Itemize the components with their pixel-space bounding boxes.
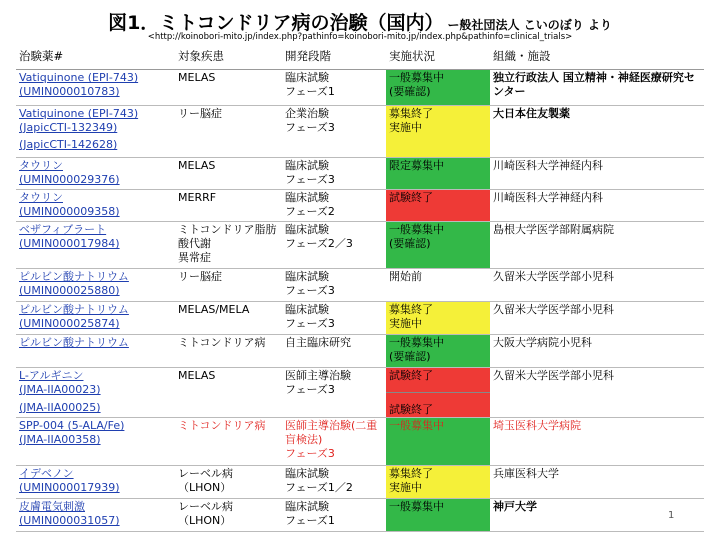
org-cell: 川崎医科大学神経内科 [490, 190, 704, 222]
org-cell: 大阪大学病院小児科 [490, 335, 704, 368]
table-row [16, 368, 704, 393]
drug-link[interactable]: ピルビン酸ナトリウム [19, 336, 129, 349]
org-cell: 久留米大学医学部小児科 [490, 269, 704, 302]
trial-id-link[interactable]: (UMIN000031057) [19, 514, 120, 527]
stage-cell: 医師主導治験(二重盲検法) フェーズ3 [282, 418, 386, 466]
drug-cell [16, 302, 175, 335]
table-row [16, 466, 704, 499]
stage-cell: 臨床試験 フェーズ2／3 [282, 222, 386, 269]
title-source: ー般社団法人 こいのぼり より [447, 18, 612, 32]
stage-cell: 医師主導治験 フェーズ3 [282, 368, 386, 418]
drug-cell [16, 499, 175, 532]
status-cell: 募集終了 実施中 [386, 302, 490, 335]
disease-cell: MELAS [175, 368, 282, 418]
disease-cell: MERRF [175, 190, 282, 222]
disease-cell: MELAS [175, 158, 282, 190]
status-cell: 試験終了 [386, 190, 490, 222]
trial-id-link[interactable]: (JapicCTI-142628) [19, 138, 118, 151]
stage-cell: 臨床試験 フェーズ1 [282, 70, 386, 106]
trial-id-link[interactable]: (UMIN000025874) [19, 317, 120, 330]
disease-cell: ミトコンドリア脂肪酸代謝 異常症 [175, 222, 282, 269]
drug-cell [16, 418, 175, 466]
status-cell: 限定募集中 [386, 158, 490, 190]
drug-link[interactable]: L-アルギニン [19, 369, 84, 382]
status-cell: 募集終了 実施中 [386, 466, 490, 499]
drug-link[interactable]: SPP-004 (5-ALA/Fe) [19, 419, 125, 432]
status-cell: 一般募集中 [386, 499, 490, 532]
org-cell: 兵庫医科大学 [490, 466, 704, 499]
table-row [16, 499, 704, 532]
stage-cell: 企業治験 フェーズ3 [282, 106, 386, 158]
disease-cell: ミトコンドリア病 [175, 418, 282, 466]
disease-cell: リー脳症 [175, 106, 282, 158]
table-header-row [16, 47, 704, 70]
drug-link[interactable]: タウリン [19, 191, 63, 204]
page-number: 1 [668, 510, 675, 521]
stage-cell: 臨床試験 フェーズ1／2 [282, 466, 386, 499]
disease-cell: MELAS [175, 70, 282, 106]
status-cell: 一般募集中 [386, 418, 490, 466]
drug-link[interactable]: Vatiquinone (EPI-743) [19, 71, 139, 84]
trial-id-link[interactable]: (UMIN000029376) [19, 173, 120, 186]
disease-cell: レーベル病 （LHON） [175, 466, 282, 499]
status-cell: 一般募集中 (要確認) [386, 70, 490, 106]
drug-cell [16, 190, 175, 222]
drug-cell [16, 368, 175, 418]
title-main: 図1．ミトコンドリア病の治験（国内） [108, 12, 444, 34]
trial-id-link[interactable]: (UMIN000017984) [19, 237, 120, 250]
drug-cell [16, 222, 175, 269]
org-cell: 島根大学医学部附属病院 [490, 222, 704, 269]
org-cell: 川崎医科大学神経内科 [490, 158, 704, 190]
table-row [16, 158, 704, 190]
table-row [16, 418, 704, 466]
trial-id-link[interactable]: (JMA-IIA00023) [19, 383, 101, 396]
drug-cell [16, 158, 175, 190]
header-disease: 対象疾患 [175, 47, 282, 70]
status-cell: 一般募集中 (要確認) [386, 222, 490, 269]
stage-cell: 臨床試験 フェーズ3 [282, 158, 386, 190]
source-url: <http://koinobori-mito.jp/index.php?pathinfo=koinobori-mito.jp/index.php&pathinfo=clinical_trials> [147, 32, 573, 42]
disease-cell: ミトコンドリア病 [175, 335, 282, 368]
drug-cell [16, 106, 175, 158]
slide-title [0, 8, 720, 35]
table-row [16, 222, 704, 269]
org-cell: 大日本住友製薬 [490, 106, 704, 158]
status-cell: 募集終了 実施中 [386, 106, 490, 158]
org-cell: 独立行政法人 国立精神・神経医療研究センター [490, 70, 704, 106]
trial-id-link[interactable]: (UMIN000017939) [19, 481, 120, 494]
header-status: 実施状況 [386, 47, 490, 70]
trial-id-link[interactable]: (UMIN000025880) [19, 284, 120, 297]
status-cell: 一般募集中 (要確認) [386, 335, 490, 368]
table-row [16, 302, 704, 335]
stage-cell: 臨床試験 フェーズ1 [282, 499, 386, 532]
status-cell: 試験終了 [386, 393, 490, 418]
drug-cell [16, 269, 175, 302]
disease-cell: MELAS/MELA [175, 302, 282, 335]
table-row [16, 190, 704, 222]
org-cell: 神戸大学 [490, 499, 704, 532]
stage-cell: 臨床試験 フェーズ2 [282, 190, 386, 222]
trial-id-link[interactable]: (JMA-IIA00025) [19, 401, 101, 414]
trial-id-link[interactable]: (UMIN000009358) [19, 205, 120, 218]
drug-link[interactable]: ピルビン酸ナトリウム [19, 270, 129, 283]
header-stage: 開発段階 [282, 47, 386, 70]
stage-cell: 臨床試験 フェーズ3 [282, 302, 386, 335]
table-row [16, 335, 704, 368]
trial-id-link[interactable]: (JMA-IIA00358) [19, 433, 101, 446]
table-row [16, 70, 704, 106]
disease-cell: レーベル病 （LHON） [175, 499, 282, 532]
disease-cell: リー脳症 [175, 269, 282, 302]
drug-link[interactable]: 皮膚電気刺激 [19, 500, 85, 513]
table-row [16, 269, 704, 302]
org-cell: 久留米大学医学部小児科 [490, 302, 704, 335]
drug-link[interactable]: Vatiquinone (EPI-743) [19, 107, 139, 120]
org-cell: 埼玉医科大学病院 [490, 418, 704, 466]
drug-link[interactable]: ベザフィブラート [19, 223, 107, 236]
stage-cell: 自主臨床研究 [282, 335, 386, 368]
header-organization: 組織・施設 [490, 47, 704, 70]
drug-cell [16, 335, 175, 368]
drug-cell [16, 70, 175, 106]
trial-id-link[interactable]: (UMIN000010783) [19, 85, 120, 98]
stage-cell: 臨床試験 フェーズ3 [282, 269, 386, 302]
status-cell: 開始前 [386, 269, 490, 302]
clinical-trials-table [16, 47, 704, 532]
header-drug: 治験薬# [16, 47, 175, 70]
status-cell: 試験終了 [386, 368, 490, 393]
drug-cell [16, 466, 175, 499]
drug-link[interactable]: イデベノン [19, 467, 74, 480]
table-row [16, 106, 704, 158]
org-cell: 久留米大学医学部小児科 [490, 368, 704, 418]
trial-id-link[interactable]: (JapicCTI-132349) [19, 121, 118, 134]
drug-link[interactable]: ピルビン酸ナトリウム [19, 303, 129, 316]
drug-link[interactable]: タウリン [19, 159, 63, 172]
